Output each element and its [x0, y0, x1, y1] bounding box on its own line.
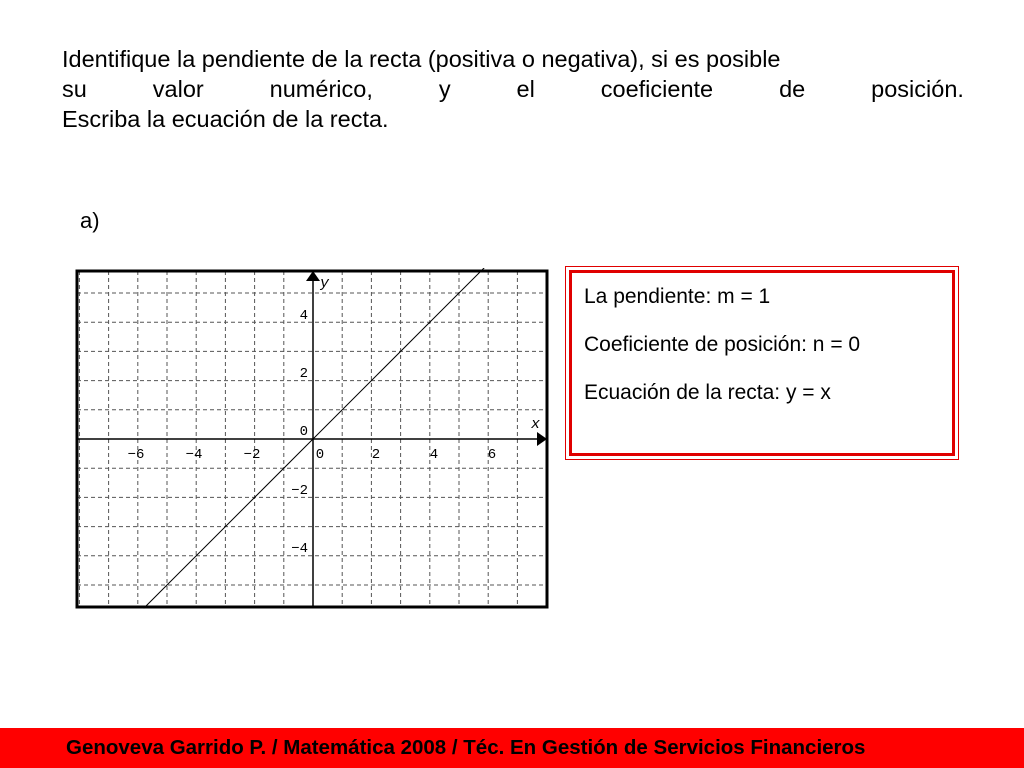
x-tick-label: 4 [429, 447, 439, 463]
y-tick-label: 2 [299, 366, 308, 382]
word: posición. [871, 76, 964, 102]
intercept-answer: Coeficiente de posición: n = 0 [584, 333, 861, 356]
answer-box-inner [569, 270, 955, 456]
line-y-equals-x [144, 268, 486, 608]
word: y [438, 76, 451, 102]
footer-credit: Genoveva Garrido P. / Matemática 2008 / Téc. En Gestión de Servicios Financieros [66, 736, 866, 759]
instructions-line-3: Escriba la ecuación de la recta. [62, 106, 389, 132]
word: su [62, 76, 87, 102]
word: valor [152, 76, 204, 102]
x-tick-label: −2 [243, 447, 261, 463]
instructions-line-1: Identifique la pendiente de la recta (positiva o negativa), si es posible [62, 46, 781, 72]
y-tick-label: −2 [291, 483, 308, 499]
x-tick-label: −4 [185, 447, 203, 463]
equation-answer: Ecuación de la recta: y = x [584, 381, 831, 404]
instructions-line-2 [62, 74, 964, 104]
x-tick-label: 2 [371, 447, 381, 463]
word: numérico, [269, 76, 373, 102]
part-label: a) [80, 208, 100, 233]
y-axis-label: y [320, 275, 330, 292]
y-tick-labels [291, 308, 308, 557]
coordinate-graph [74, 268, 554, 613]
word: de [779, 76, 806, 102]
footer-bar [0, 728, 1024, 768]
x-tick-label: 6 [487, 447, 497, 463]
y-tick-label: 4 [299, 308, 308, 324]
word: coeficiente [600, 76, 714, 102]
word: el [516, 76, 535, 102]
y-tick-label: 0 [299, 424, 308, 440]
x-tick-label: 0 [315, 447, 325, 463]
x-tick-labels [128, 447, 497, 463]
x-tick-label: −6 [127, 447, 145, 463]
x-axis-label: x [531, 416, 541, 433]
instructions-text [62, 44, 964, 134]
slope-answer: La pendiente: m = 1 [584, 285, 771, 308]
answer-box [565, 266, 959, 460]
y-tick-label: −4 [291, 541, 308, 557]
